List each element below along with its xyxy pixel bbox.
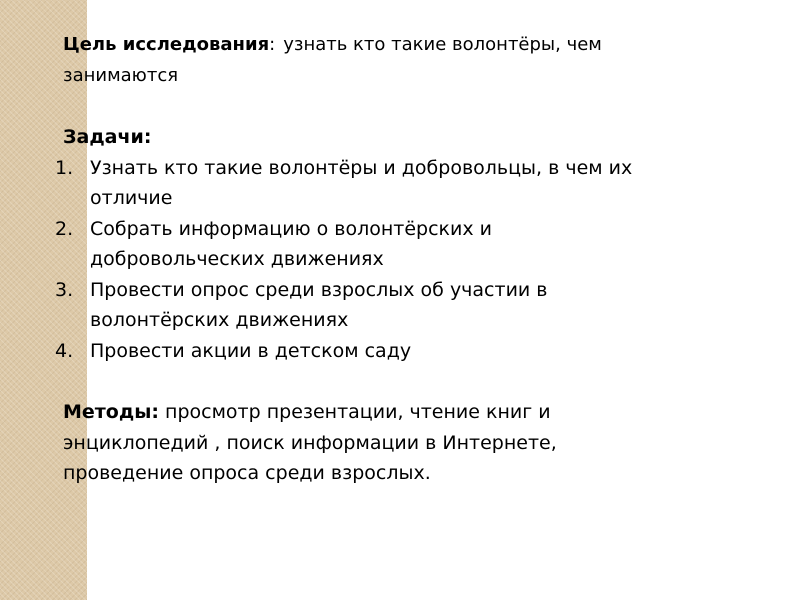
methods-line-2: энциклопедий , поиск информации в Интернете, [63,431,557,454]
task-number: 4. [55,339,74,362]
goal-text-line-2: занимаются [63,64,179,86]
task-number: 1. [55,156,74,179]
goal-text-line-1: узнать кто такие волонтёры, чем [283,34,602,55]
tasks-list [55,153,753,367]
task-line-2: волонтёрских движениях [90,309,349,331]
task-line-1: Собрать информацию о волонтёрских и [90,217,493,240]
task-item [55,153,753,214]
task-line-2: добровольческих движениях [90,248,384,270]
methods-label: Методы: [63,401,159,423]
task-item [55,275,753,336]
methods-line-1 [63,397,753,428]
task-item [55,214,753,275]
task-line-1: Провести акции в детском саду [90,339,412,362]
goal-colon: : [269,34,276,55]
research-goal [63,30,753,61]
goal-label: Цель исследования [63,34,270,55]
task-line-2: отличие [90,187,173,209]
spacer [63,366,753,397]
task-line-1: Узнать кто такие волонтёры и добровольцы, в чем их [90,156,633,179]
task-number: 3. [55,278,74,301]
task-number: 2. [55,217,74,240]
methods-line-3: проведение опроса среди взрослых. [63,462,431,484]
spacer [63,91,753,122]
methods-text-1: просмотр презентации, чтение книг и [165,401,551,423]
slide-content [55,30,753,489]
tasks-heading: Задачи: [63,126,152,148]
task-line-1: Провести опрос среди взрослых об участии в [90,278,548,301]
task-item [55,336,753,367]
